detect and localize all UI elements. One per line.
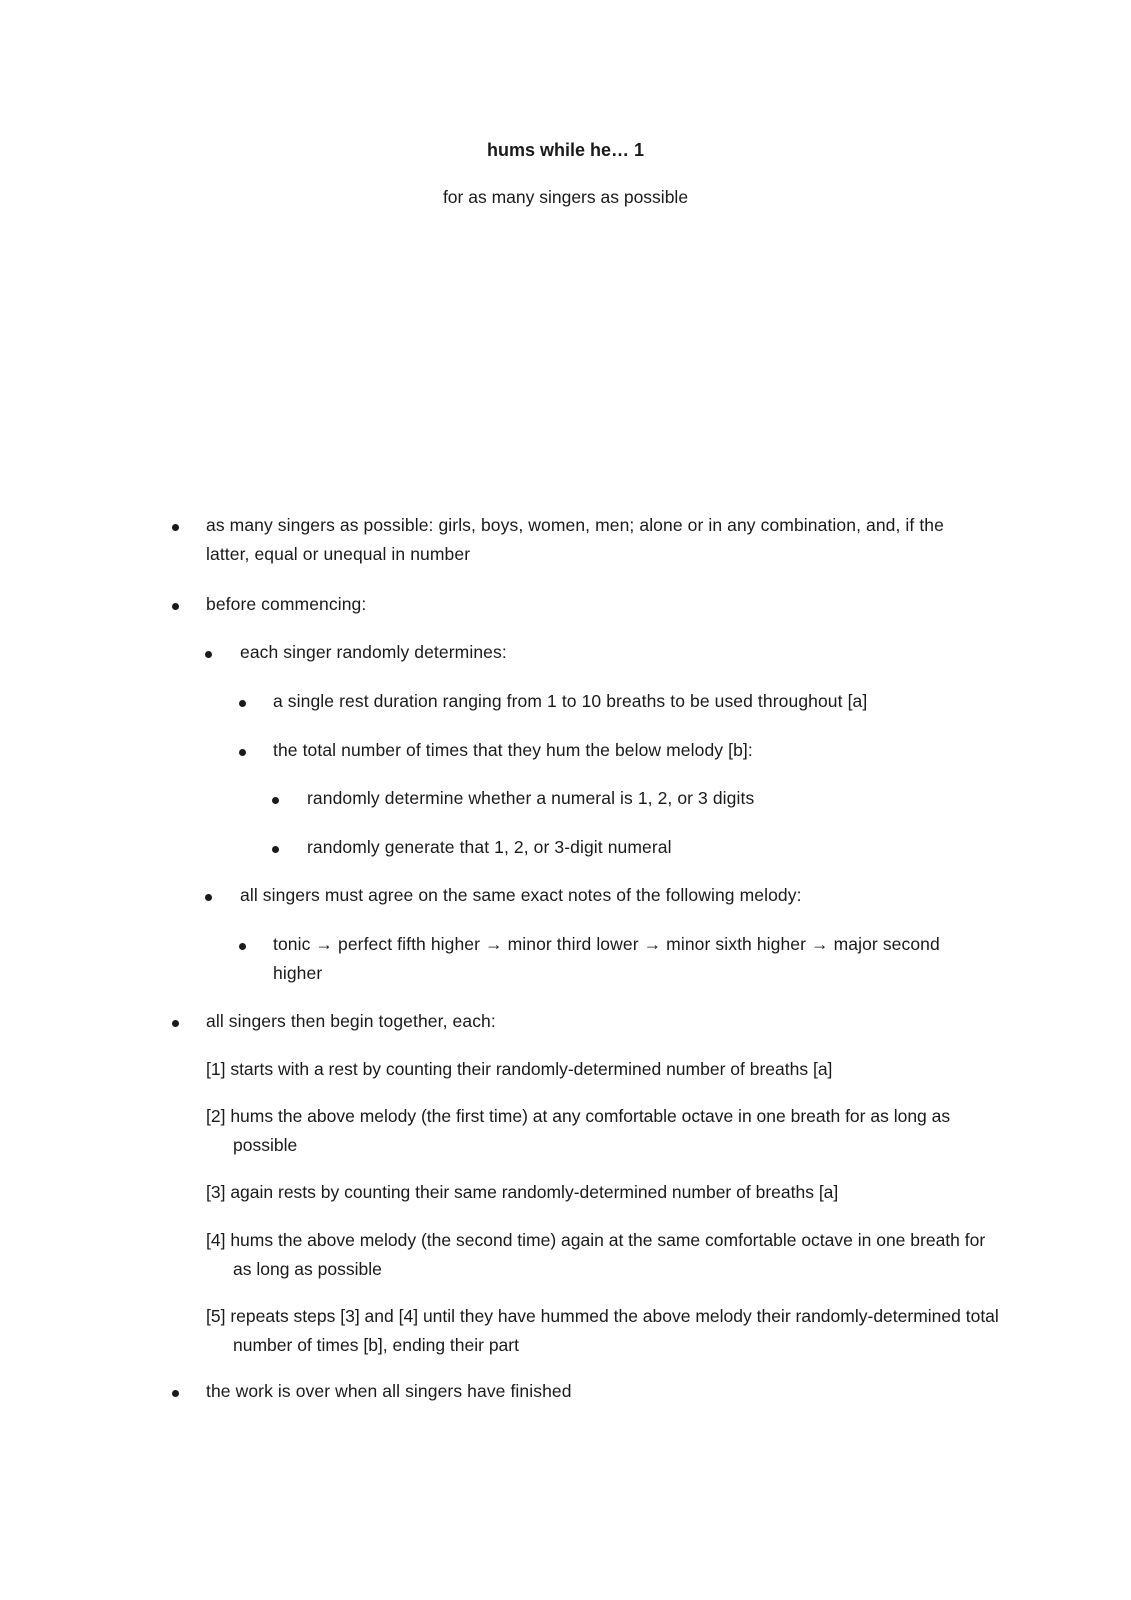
list-item-text: the work is over when all singers have finished (206, 1381, 572, 1401)
list-item-before-commencing (206, 590, 976, 619)
page-subtitle: for as many singers as possible (442, 187, 689, 207)
list-item-text: randomly determine whether a numeral is 1, 2, or 3 digits (307, 788, 755, 808)
bullet-marker (205, 651, 212, 658)
bullet-marker (272, 797, 279, 804)
bullet-marker (172, 1390, 179, 1397)
bullet-marker (239, 943, 246, 950)
bullet-marker (172, 603, 179, 610)
bullet-marker (172, 1020, 179, 1027)
bullet-marker (239, 749, 246, 756)
list-item-text: before commencing: (206, 594, 367, 614)
bullet-marker (172, 524, 179, 531)
list-item-text: each singer randomly determines: (240, 642, 507, 662)
bullet-marker (239, 700, 246, 707)
step-1: [1] starts with a rest by counting their randomly-determined number of breaths [a] (206, 1059, 833, 1079)
list-item-digit-count (307, 784, 976, 813)
list-item-text: randomly generate that 1, 2, or 3-digit numeral (307, 837, 672, 857)
list-item-rest-duration (273, 687, 976, 716)
list-item-text: all singers must agree on the same exact notes of the following melody: (240, 885, 802, 905)
list-item-each-singer (240, 638, 976, 667)
step-5: [5] repeats steps [3] and [4] until they have hummed the above melody their randomly-determined total number of times [b], ending their part (206, 1306, 999, 1355)
step-3: [3] again rests by counting their same randomly-determined number of breaths [a] (206, 1182, 839, 1202)
list-item-agree-melody (240, 881, 976, 910)
list-item-begin-together (206, 1007, 976, 1036)
list-item-melody-notes (273, 930, 953, 988)
list-item-text: tonic → perfect fifth higher → minor third lower → minor sixth higher → major second higher (273, 934, 940, 983)
page-title: hums while he… 1 (486, 140, 645, 160)
list-item-text: the total number of times that they hum the below melody [b]: (273, 740, 753, 760)
list-item-generate-numeral (307, 833, 976, 862)
list-item-total-number (273, 736, 976, 765)
list-item-work-over (206, 1377, 976, 1406)
list-item-text: a single rest duration ranging from 1 to 10 breaths to be used throughout [a] (273, 691, 868, 711)
list-item-performers (206, 511, 976, 569)
bullet-marker (272, 846, 279, 853)
list-item-text: as many singers as possible: girls, boys, women, men; alone or in any combination, and, if the latter, equal or unequal in number (206, 515, 944, 564)
bullet-marker (205, 894, 212, 901)
step-2: [2] hums the above melody (the first time) at any comfortable octave in one breath for as long as possible (206, 1106, 951, 1155)
step-4: [4] hums the above melody (the second time) again at the same comfortable octave in one breath for as long as possible (206, 1230, 986, 1279)
list-item-text: all singers then begin together, each: (206, 1011, 496, 1031)
